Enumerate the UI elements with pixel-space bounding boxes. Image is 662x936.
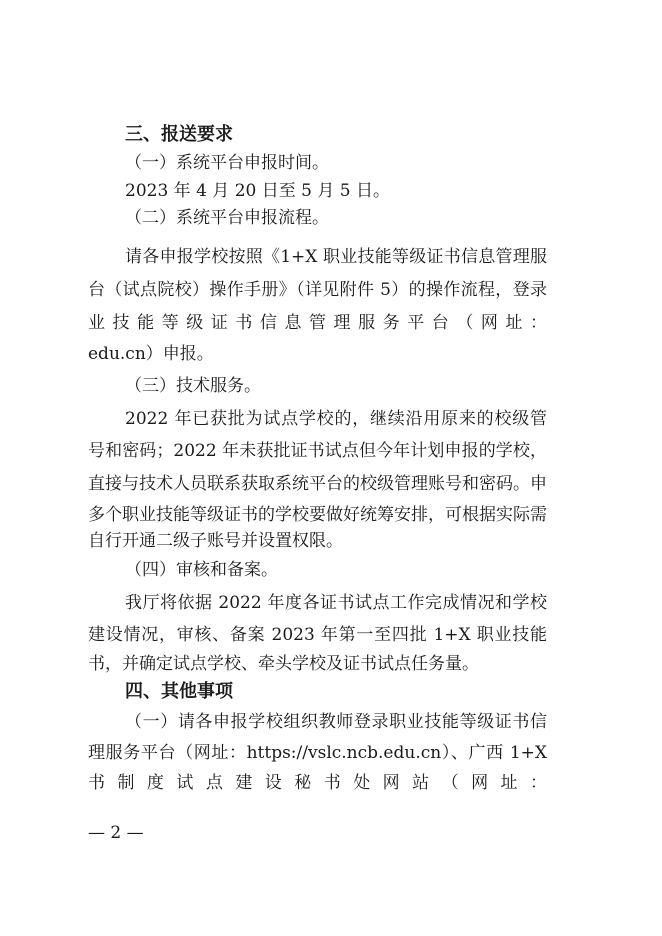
subsection-heading: （三）技术服务。 [125,376,261,396]
subsection-heading: （四）审核和备案。 [125,560,278,580]
paragraph-line: 书，并确定试点学校、牵头学校及证书试点任务量。 [88,654,479,674]
paragraph-line: 直接与技术人员联系获取系统平台的校级管理账号和密码。申 [88,474,547,494]
paragraph-line: 建设情况，审核、备案 2023 年第一至四批 1+X 职业技能 [88,625,547,645]
paragraph-line: 自行开通二级子账号并设置权限。 [88,531,343,551]
paragraph-line: （一）请各申报学校组织教师登录职业技能等级证书信 [125,712,547,732]
section-heading: 三、报送要求 [125,124,233,145]
paragraph-line: 多个职业技能等级证书的学校要做好统筹安排，可根据实际需 [88,505,547,525]
paragraph-line: 理服务平台（网址：https://vslc.ncb.edu.cn）、广西 1+X [88,743,547,763]
paragraph-line: edu.cn）申报。 [88,344,214,364]
subsection-heading: （一）系统平台申报时间。 [125,153,329,173]
paragraph-line: 书制度试点建设秘书处网站（网址： [88,773,547,793]
paragraph-line: 请各申报学校按照《1+X 职业技能等级证书信息管理服 [125,247,547,267]
paragraph-line: 我厅将依据 2022 年度各证书试点工作完成情况和学校 [125,593,547,613]
section-heading: 四、其他事项 [125,681,233,702]
subsection-heading: （二）系统平台申报流程。 [125,208,329,228]
paragraph-line: 台（试点院校）操作手册》（详见附件 5）的操作流程，登录 [88,280,547,300]
paragraph-line: 2022 年已获批为试点学校的，继续沿用原来的校级管 [125,409,547,429]
paragraph-line: 2023 年 4 月 20 日至 5 月 5 日。 [125,181,390,201]
paragraph-line: 业技能等级证书信息管理服务平台（网址： [88,313,547,333]
page-number: — 2 — [88,823,144,843]
paragraph-line: 号和密码；2022 年未获批证书试点但今年计划申报的学校， [88,441,547,461]
